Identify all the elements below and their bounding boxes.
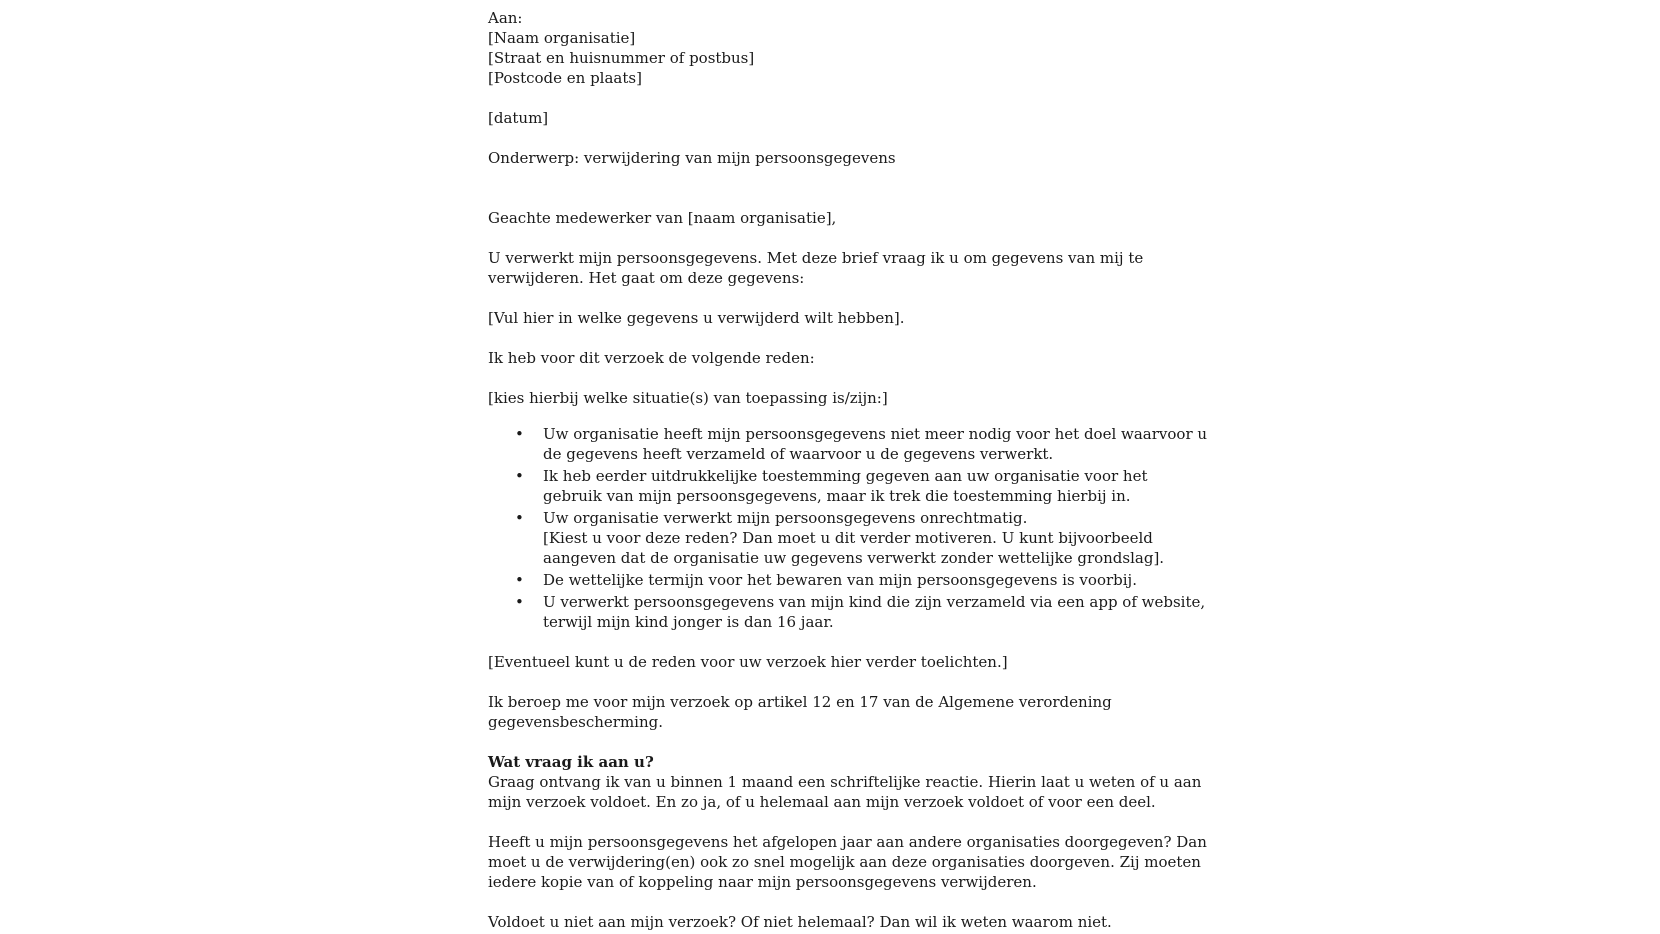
bullet-icon: • [515, 467, 524, 485]
forwarding-paragraph: Heeft u mijn persoonsgegevens het afgelopen jaar aan andere organisaties doorgegeven? Dan moet u de verwijdering(en) ook zo snel mogelijk aan deze organisaties doorgeven. Zij moeten iedere kopie van of koppeling naar mijn persoonsgegevens verwijderen. [488, 833, 1212, 891]
letter-subject: Onderwerp: verwijdering van mijn persoonsgegevens [488, 149, 896, 167]
reason-text: Uw organisatie verwerkt mijn persoonsgegevens onrechtmatig. [543, 509, 1028, 527]
reason-text: Ik heb eerder uitdrukkelijke toestemming gegeven aan uw organisatie voor het gebruik van mijn persoonsgegevens, maar ik trek die toestemming hierbij in. [543, 467, 1148, 505]
reason-note: [Kiest u voor deze reden? Dan moet u dit verder motiveren. U kunt bijvoorbeeld aangeven dat de organisatie uw gegevens verwerkt zonder wettelijke grondslag]. [543, 529, 1165, 567]
letter-salutation: Geachte medewerker van [naam organisatie], [488, 209, 837, 227]
bullet-icon: • [515, 593, 524, 611]
question-paragraph: Graag ontvang ik van u binnen 1 maand een schriftelijke reactie. Hierin laat u weten of u aan mijn verzoek voldoet. En zo ja, of u helemaal aan mijn verzoek voldoet of voor een deel. [488, 773, 1207, 811]
reason-text: U verwerkt persoonsgegevens van mijn kind die zijn verzameld via een app of website, terwijl mijn kind jonger is dan 16 jaar. [543, 593, 1206, 631]
fill-data-placeholder: [Vul hier in welke gegevens u verwijderd wilt hebben]. [488, 309, 905, 327]
list-item [515, 508, 1208, 568]
bullet-icon: • [515, 425, 524, 443]
reasons-list [488, 424, 1208, 632]
list-item [515, 592, 1208, 632]
bullet-icon: • [515, 509, 524, 527]
intro-paragraph: U verwerkt mijn persoonsgegevens. Met deze brief vraag ik u om gegevens van mij te verwijderen. Het gaat om deze gegevens: [488, 249, 1149, 287]
question-heading: Wat vraag ik aan u? [488, 753, 654, 771]
recipient-address [488, 8, 1208, 88]
letter-date: [datum] [488, 109, 549, 127]
legal-basis-paragraph: Ik beroep me voor mijn verzoek op artikel 12 en 17 van de Algemene verordening gegevensbescherming. [488, 693, 1117, 731]
address-org-name: [Naam organisatie] [488, 29, 636, 47]
reason-intro: Ik heb voor dit verzoek de volgende reden: [488, 349, 815, 367]
list-item [515, 424, 1208, 464]
list-item [515, 466, 1208, 506]
explain-placeholder: [Eventueel kunt u de reden voor uw verzoek hier verder toelichten.] [488, 653, 1008, 671]
reason-text: Uw organisatie heeft mijn persoonsgegevens niet meer nodig voor het doel waarvoor u de gegevens heeft verzameld of waarvoor u de gegevens verwerkt. [543, 425, 1208, 463]
reason-text: De wettelijke termijn voor het bewaren van mijn persoonsgegevens is voorbij. [543, 571, 1137, 589]
choose-situation-placeholder: [kies hierbij welke situatie(s) van toepassing is/zijn:] [488, 389, 888, 407]
list-item [515, 570, 1208, 590]
bullet-icon: • [515, 571, 524, 589]
letter-document [488, 8, 1212, 932]
address-street: [Straat en huisnummer of postbus] [488, 49, 755, 67]
address-postcode-city: [Postcode en plaats] [488, 69, 642, 87]
not-complying-paragraph: Voldoet u niet aan mijn verzoek? Of niet helemaal? Dan wil ik weten waarom niet. [488, 913, 1112, 931]
address-to-label: Aan: [488, 9, 523, 27]
